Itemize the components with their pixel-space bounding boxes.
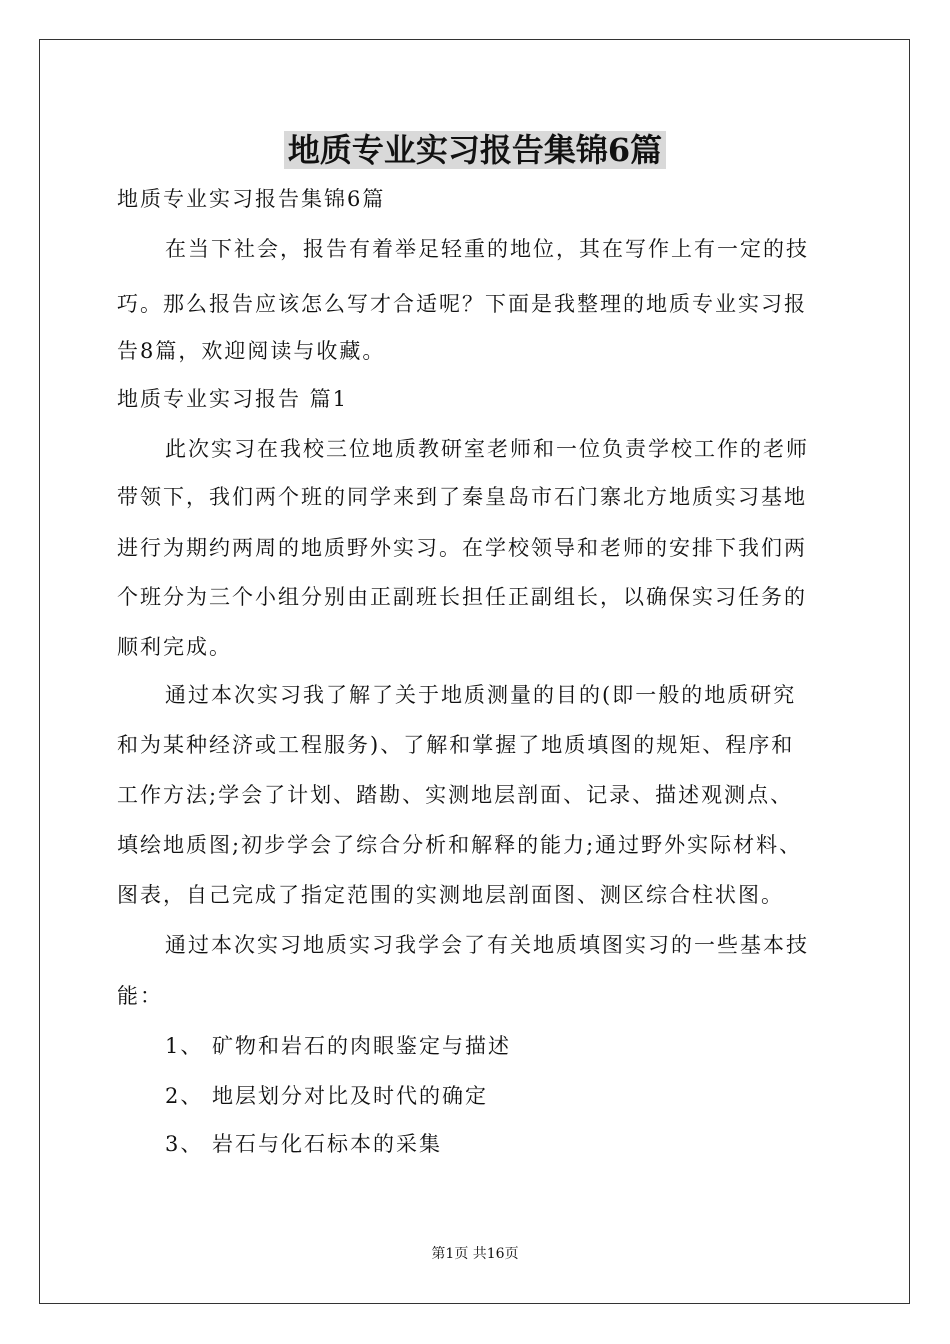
paragraph3-line-2: 能： xyxy=(117,984,163,1008)
paragraph1-line-3: 进行为期约两周的地质野外实习。在学校领导和老师的安排下我们两 xyxy=(117,536,807,560)
paragraph1-line-4: 个班分为三个小组分别由正副班长担任正副组长，以确保实习任务的 xyxy=(117,585,807,609)
paragraph2-line-3: 工作方法;学会了计划、踏勘、实测地层剖面、记录、描述观测点、 xyxy=(117,783,794,807)
document-title-text: 地质专业实习报告集锦6篇 xyxy=(284,131,666,169)
paragraph2-line-1: 通过本次实习我了解了关于地质测量的目的(即一般的地质研究 xyxy=(165,683,797,707)
section-heading: 地质专业实习报告 篇1 xyxy=(117,387,349,411)
document-subtitle: 地质专业实习报告集锦6篇 xyxy=(117,187,386,211)
intro-line-1: 在当下社会，报告有着举足轻重的地位，其在写作上有一定的技 xyxy=(165,237,809,261)
paragraph2-line-4: 填绘地质图;初步学会了综合分析和解释的能力;通过野外实际材料、 xyxy=(117,833,803,857)
list-item-2: 2、 地层划分对比及时代的确定 xyxy=(165,1084,489,1108)
paragraph1-line-5: 顺利完成。 xyxy=(117,635,232,659)
intro-line-3: 告8篇，欢迎阅读与收藏。 xyxy=(117,339,386,363)
intro-line-2: 巧。那么报告应该怎么写才合适呢？下面是我整理的地质专业实习报 xyxy=(117,292,807,316)
paragraph1-line-1: 此次实习在我校三位地质教研室老师和一位负责学校工作的老师 xyxy=(165,437,809,461)
list-item-3: 3、 岩石与化石标本的采集 xyxy=(165,1132,443,1156)
list-item-1: 1、 矿物和岩石的肉眼鉴定与描述 xyxy=(165,1034,512,1058)
document-title xyxy=(0,128,950,172)
page-footer: 第1页 共16页 xyxy=(431,1246,519,1262)
page-border xyxy=(39,39,910,1304)
paragraph1-line-2: 带领下，我们两个班的同学来到了秦皇岛市石门寨北方地质实习基地 xyxy=(117,485,807,509)
paragraph2-line-2: 和为某种经济或工程服务)、了解和掌握了地质填图的规矩、程序和 xyxy=(117,733,795,757)
paragraph3-line-1: 通过本次实习地质实习我学会了有关地质填图实习的一些基本技 xyxy=(165,933,809,957)
paragraph2-line-5: 图表，自己完成了指定范围的实测地层剖面图、测区综合柱状图。 xyxy=(117,883,784,907)
